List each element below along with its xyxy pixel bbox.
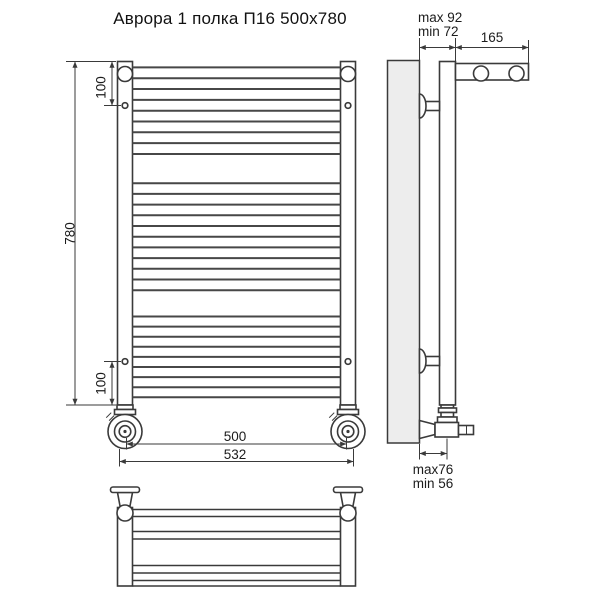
side-post (440, 62, 456, 406)
riser-circle-right (340, 505, 356, 521)
dim-label-max76: max76 (412, 462, 454, 477)
dim-label-max92: max 92 (418, 10, 463, 25)
dim-label-165: 165 (480, 29, 504, 45)
wall-bracket-top (420, 94, 440, 118)
wall-escutcheon (420, 421, 436, 439)
valve-front-right (329, 405, 365, 449)
tube-rows (133, 510, 341, 587)
mount-screw (122, 103, 128, 109)
top-view (111, 487, 363, 586)
dim-label-780: 780 (62, 222, 78, 245)
dim-label-100-top: 100 (93, 76, 109, 99)
mount-screw (345, 359, 351, 365)
riser-circle-left (117, 505, 133, 521)
ladder-bars (133, 67, 341, 397)
dimension-valve-offset (420, 439, 448, 460)
valve-front-left (106, 405, 142, 449)
valve-side (420, 405, 474, 439)
dim-label-min72: min 72 (418, 23, 459, 39)
mount-screw (345, 103, 351, 109)
wall-bracket-bottom (420, 349, 440, 373)
drawing-title: Аврора 1 полка П16 500x780 (113, 9, 347, 28)
side-view (388, 38, 529, 460)
wall (388, 61, 420, 444)
dim-label-500: 500 (223, 429, 247, 444)
dim-label-min56: min 56 (412, 475, 454, 491)
collector-circle-right (341, 67, 356, 82)
dim-label-100-bottom: 100 (93, 372, 109, 395)
front-right-post (341, 62, 356, 406)
dim-label-532: 532 (223, 446, 247, 462)
collector-circle-left (118, 67, 133, 82)
mount-screw (122, 359, 128, 365)
front-left-post (118, 62, 133, 406)
front-view (66, 62, 365, 467)
dimension-depth (420, 38, 456, 62)
shelf (456, 64, 529, 82)
